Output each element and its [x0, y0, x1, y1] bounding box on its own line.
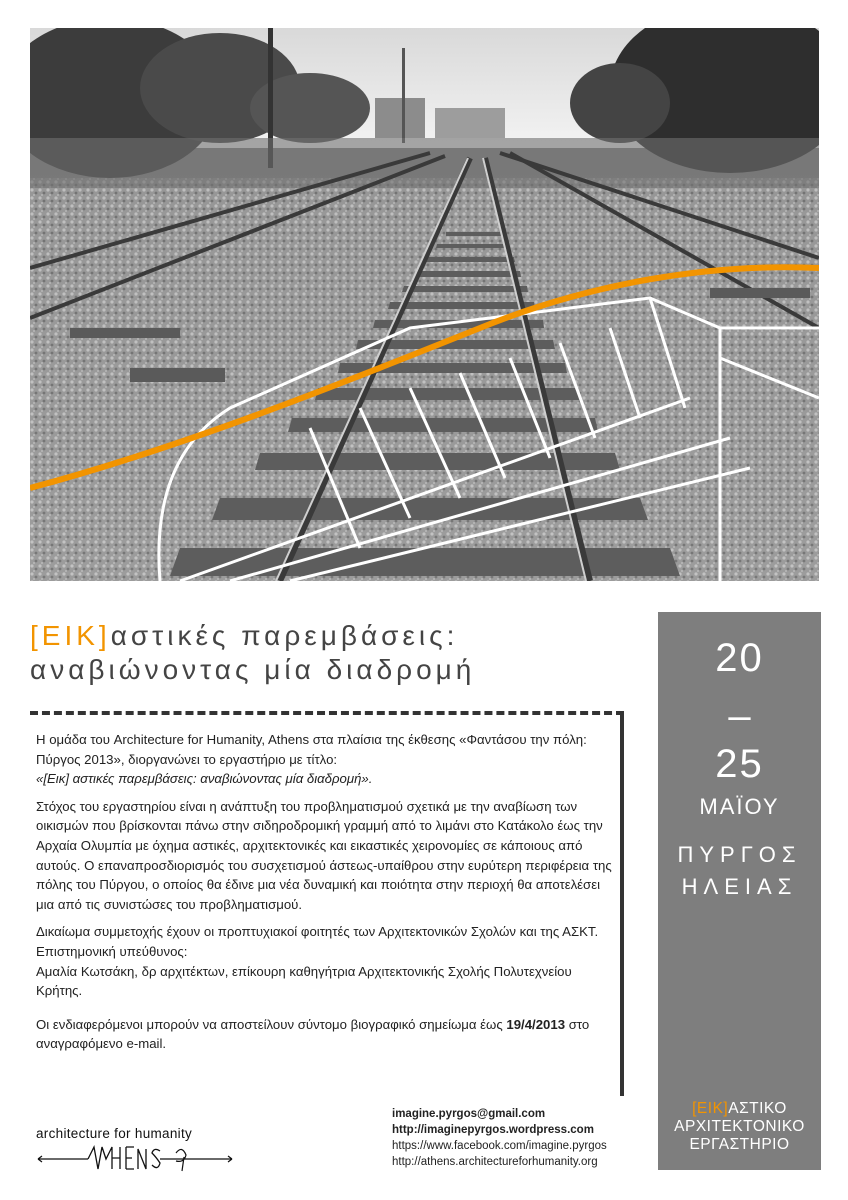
- railway-photo: [30, 28, 819, 581]
- paragraph-intro: [36, 730, 614, 789]
- paragraph-application: [36, 1015, 614, 1054]
- workshop-title: [30, 620, 630, 686]
- paragraph-goal: Στόχος του εργαστηρίου είναι η ανάπτυξη του προβληματισμού σχετικά με την αναβίωση των οικισμών που βρίσκονται πάνω στην σιδηροδρομική γραμμή από το λιμάνι στο Κατάκολο έως την Αρχαία Ολυμπία με όχημα αστικές, αρχιτεκτονικές και εικαστικές χειρονομίες σε κάποιους από αυτούς. Ο επαναπροσδιορισμός του συσχετισμού άστεως-υπαίθρου στην ευρύτερη περιφέρεια της πόλης του Πύργου, ο οποίος θα έδινε μια νέα δυναμική και ποιότητα στην περιοχή θα αποτελέσει μια από τις συνιστώσες του προβληματισμού.: [36, 798, 612, 912]
- event-sidebar: [658, 612, 821, 1170]
- title-line-1: [30, 620, 630, 652]
- border-right: [620, 711, 624, 1096]
- date-end: 25: [715, 742, 764, 786]
- paragraph-intro-title: «[Εικ] αστικές παρεμβάσεις: αναβιώνοντας μία διαδρομή».: [36, 771, 373, 787]
- title-line-2: αναβιώνοντας μία διαδρομή: [30, 654, 476, 685]
- lab-line-2: ΑΡΧΙΤΕΚΤΟΝΙΚΟ: [674, 1118, 805, 1135]
- title-line-1-rest: αστικές παρεμβάσεις:: [110, 620, 459, 651]
- railway-photo-drawing: [30, 28, 819, 581]
- date-month: ΜΑΪΟΥ: [699, 794, 780, 819]
- supervisor-name: Αμαλία Κωτσάκη, δρ αρχιτέκτων, επίκουρη καθηγήτρια Αρχιτεκτονικής Σχολής Πολυτεχνείου Κρήτης.: [36, 963, 572, 999]
- date-separator: –: [728, 694, 751, 738]
- lab-name: [658, 1100, 821, 1154]
- athens-signature-logo: [36, 1143, 236, 1173]
- city-line-2: ΗΛΕΙΑΣ: [681, 874, 798, 899]
- organizer-logo: [36, 1126, 236, 1178]
- title-accent: [ΕΙΚ]: [30, 620, 111, 651]
- city-line-1: ΠΥΡΓΟΣ: [677, 842, 802, 867]
- eligibility-text: Δικαίωμα συμμετοχής έχουν οι προπτυχιακοί φοιτητές των Αρχιτεκτονικών Σχολών και της ΑΣΚΤ.: [36, 924, 599, 940]
- paragraph-intro-text: Η ομάδα του Architecture for Humanity, Athens στα πλαίσια της έκθεσης «Φαντάσου την πόλη: Πύργος 2013», διοργανώνει το εργαστήριο με τίτλο:: [36, 732, 587, 767]
- application-deadline: 19/4/2013: [506, 1016, 566, 1032]
- organizer-name: architecture for humanity: [36, 1126, 193, 1141]
- contact-info: [392, 1106, 607, 1170]
- dashed-border-top: [30, 711, 624, 715]
- contact-site-link[interactable]: http://athens.architectureforhumanity.org: [392, 1156, 598, 1168]
- contact-email[interactable]: imagine.pyrgos@gmail.com: [392, 1108, 546, 1120]
- lab-accent: [ΕΙΚ]: [692, 1100, 729, 1117]
- lab-line-3: ΕΡΓΑΣΤΗΡΙΟ: [689, 1136, 790, 1153]
- application-text: Οι ενδιαφερόμενοι μπορούν να αποστείλουν σύντομο βιογραφικό σημείωμα έως: [36, 1016, 507, 1032]
- supervisor-label: Επιστημονική υπεύθυνος:: [36, 943, 188, 959]
- paragraph-eligibility: [36, 922, 614, 1000]
- contact-blog-link[interactable]: http://imaginepyrgos.wordpress.com: [392, 1124, 594, 1136]
- contact-facebook-link[interactable]: https://www.facebook.com/imagine.pyrgos: [392, 1140, 607, 1152]
- description-text: [36, 730, 614, 1062]
- application-text-end: στο αναγραφόμενο e-mail.: [36, 1016, 590, 1052]
- lab-line-1-rest: ΑΣΤΙΚΟ: [728, 1100, 787, 1117]
- date-start: 20: [715, 636, 764, 680]
